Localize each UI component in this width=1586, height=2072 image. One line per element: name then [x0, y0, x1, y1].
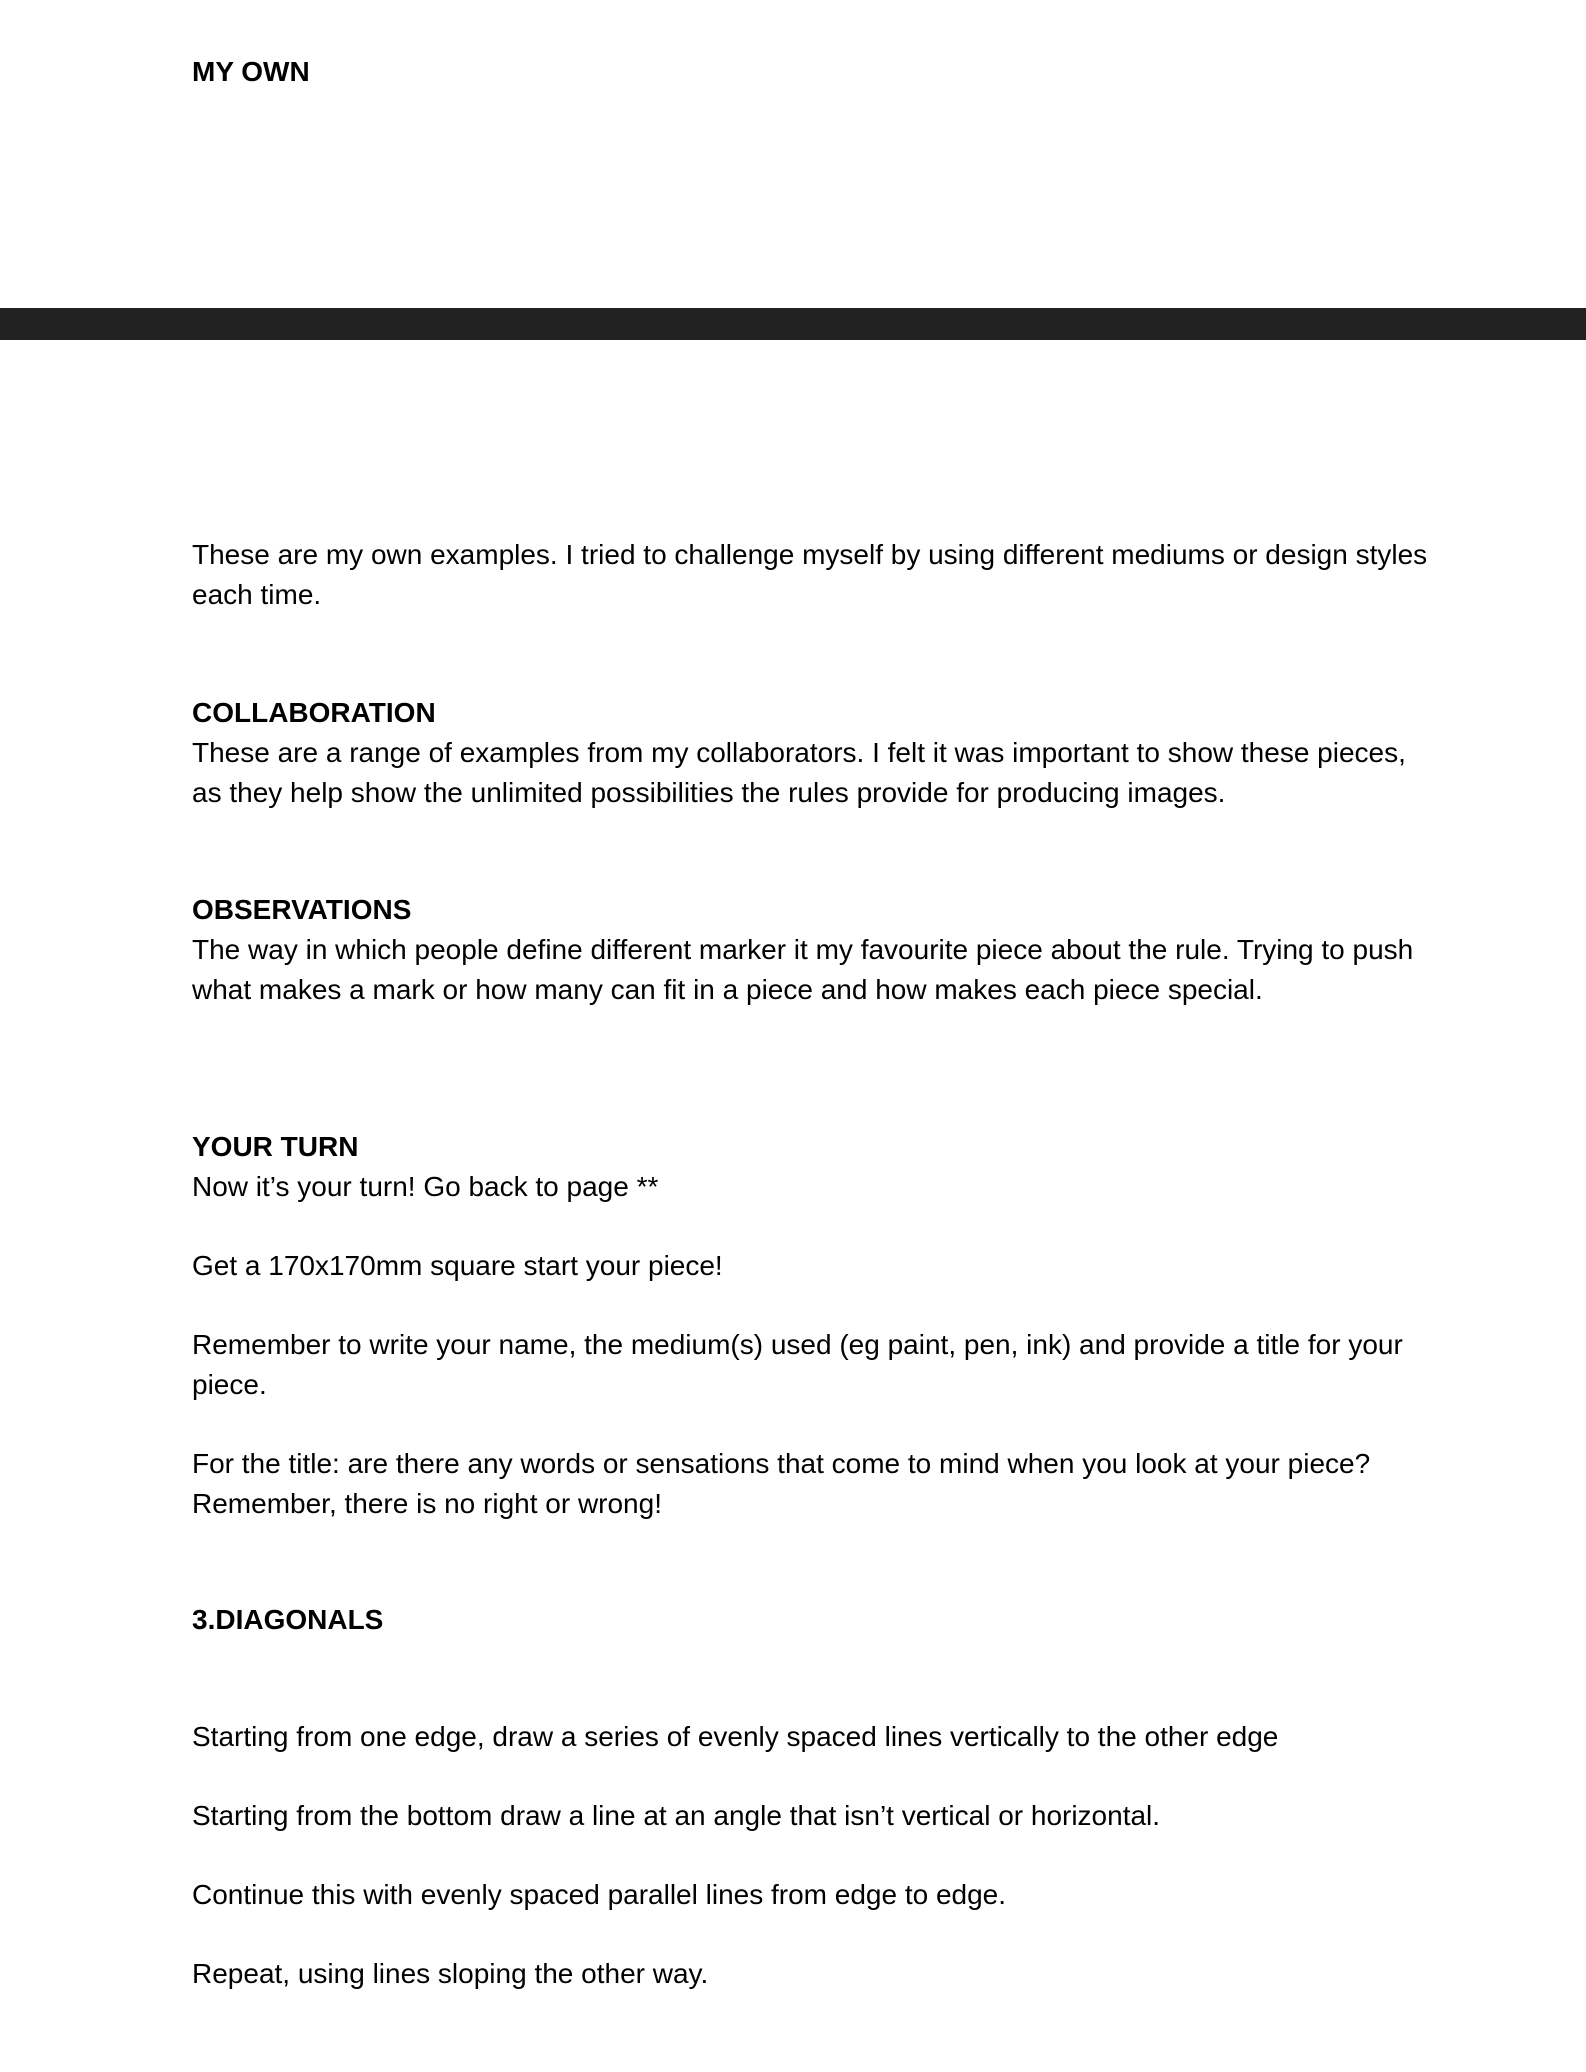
collaboration-section	[192, 693, 1442, 813]
my-own-description	[192, 535, 1442, 615]
diagonals-p1: Starting from one edge, draw a series of evenly spaced lines vertically to the other edge	[192, 1721, 1279, 1752]
diagonals-heading: 3.DIAGONALS	[192, 1604, 384, 1635]
collaboration-heading: COLLABORATION	[192, 697, 436, 728]
diagonals-p4: Repeat, using lines sloping the other way.	[192, 1958, 709, 1989]
observations-heading: OBSERVATIONS	[192, 894, 412, 925]
observations-section	[192, 890, 1442, 1010]
my-own-heading: MY OWN	[192, 56, 310, 87]
diagonals-p2: Starting from the bottom draw a line at an angle that isn’t vertical or horizontal.	[192, 1800, 1161, 1831]
observations-text: The way in which people define different marker it my favourite piece about the rule. Trying to push what makes a mark or how many can fit in a piece and how makes each piece special.	[192, 934, 1414, 1005]
collaboration-text: These are a range of examples from my collaborators. I felt it was important to show these pieces, as they help show the unlimited possibilities the rules provide for producing images.	[192, 737, 1406, 808]
your-turn-p4: For the title: are there any words or sensations that come to mind when you look at your piece? Remember, there is no right or wrong!	[192, 1448, 1371, 1519]
diagonals-heading-block	[192, 1600, 1442, 1640]
your-turn-heading: YOUR TURN	[192, 1131, 359, 1162]
my-own-section-header	[192, 52, 1442, 92]
your-turn-p2: Get a 170x170mm square start your piece!	[192, 1250, 723, 1281]
your-turn-p1: Now it’s your turn! Go back to page **	[192, 1171, 659, 1202]
diagonals-instructions	[192, 1717, 1442, 1994]
my-own-text: These are my own examples. I tried to challenge myself by using different mediums or design styles each time.	[192, 539, 1428, 610]
diagonals-p3: Continue this with evenly spaced parallel lines from edge to edge.	[192, 1879, 1007, 1910]
divider-bar	[0, 308, 1586, 340]
your-turn-p3: Remember to write your name, the medium(s) used (eg paint, pen, ink) and provide a title for your piece.	[192, 1329, 1403, 1400]
your-turn-section	[192, 1127, 1442, 1524]
